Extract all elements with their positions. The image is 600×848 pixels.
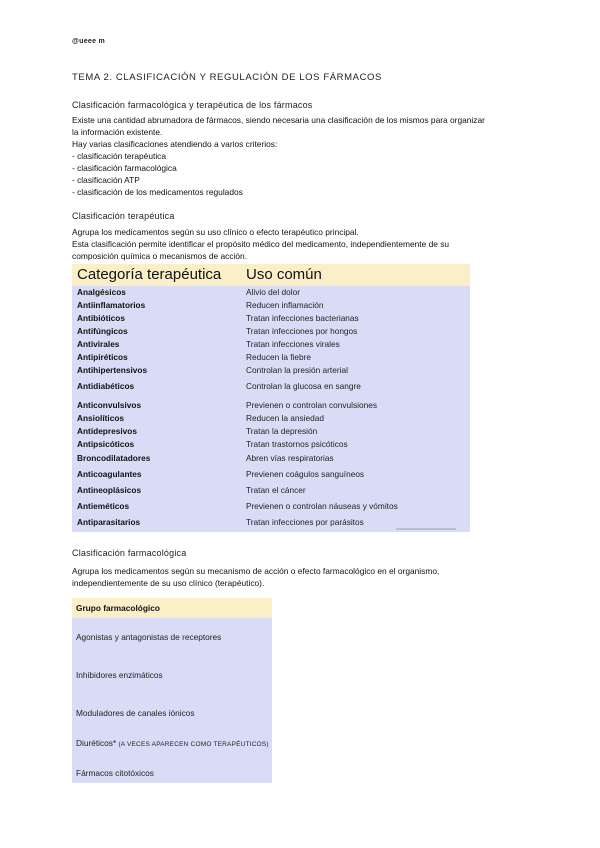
category-cell: Antipsicóticos <box>77 439 135 449</box>
use-cell: Tratan infecciones por hongos <box>246 326 358 336</box>
category-cell: Antineoplásicos <box>77 485 142 495</box>
table-row <box>72 380 470 392</box>
category-cell: Antieméticos <box>77 501 130 511</box>
table-row <box>72 438 470 450</box>
use-cell: Reducen la ansiedad <box>246 413 324 423</box>
category-cell: Antibióticos <box>77 313 125 323</box>
text-line: Esta clasificación permite identificar el propósito médico del medicamento, independientemente de su <box>72 239 450 249</box>
table-row <box>72 452 470 464</box>
list-item: - clasificación farmacológica <box>72 163 177 173</box>
row-label: Diuréticos* <box>76 738 117 748</box>
page-title: TEMA 2. CLASIFICACIÓN Y REGULACIÓN DE LOS FÁRMACOS <box>72 72 382 83</box>
text-line: Agrupa los medicamentos según su uso clínico o efecto terapéutico principal. <box>72 227 359 237</box>
use-cell: Reducen la fiebre <box>246 352 312 362</box>
use-cell: Tratan trastornos psicóticos <box>246 439 348 449</box>
use-cell: Tratan el cáncer <box>246 485 306 495</box>
text-line: Existe una cantidad abrumadora de fármacos, siendo necesaria una clasificación de los mismos para organizar <box>72 115 485 125</box>
pharmacologic-paragraph <box>72 565 532 589</box>
use-cell: Controlan la glucosa en sangre <box>246 381 361 391</box>
use-cell: Abren vías respiratorias <box>246 453 334 463</box>
column-header-use: Uso común <box>246 266 322 283</box>
brand-logo: @ueee m <box>72 38 106 45</box>
table-row <box>72 500 470 512</box>
category-cell: Antihipertensivos <box>77 365 148 375</box>
table-row: Inhibidores enzimáticos <box>76 670 163 680</box>
text-line: Hay varias clasificaciones atendiendo a varios criterios: <box>72 139 278 149</box>
table-row <box>72 286 470 298</box>
table-row <box>72 516 470 528</box>
table-header-row <box>72 598 272 618</box>
table-row <box>72 312 470 324</box>
table-row <box>72 299 470 311</box>
section-heading-pharmacologic: Clasificación farmacológica <box>72 548 187 558</box>
section-heading-therapeutic: Clasificación terapéutica <box>72 211 175 221</box>
table-header-row <box>72 264 470 286</box>
therapeutic-paragraph <box>72 226 532 262</box>
category-cell: Antidiabéticos <box>77 381 135 391</box>
category-cell: Antivirales <box>77 339 120 349</box>
table-row <box>72 399 470 411</box>
use-cell: Tratan la depresión <box>246 426 318 436</box>
list-item: - clasificación terapéutica <box>72 151 167 161</box>
column-header-category: Categoría terapéutica <box>77 266 222 283</box>
use-cell: Previenen coágulos sanguíneos <box>246 469 365 479</box>
table-row: Moduladores de canales iónicos <box>76 708 195 718</box>
table-row: Fármacos citotóxicos <box>76 768 154 778</box>
category-cell: Broncodilatadores <box>77 453 151 463</box>
table-row <box>72 351 470 363</box>
use-cell: Previenen o controlan convulsiones <box>246 400 377 410</box>
category-cell: Antidepresivos <box>77 426 137 436</box>
pharmacologic-table <box>72 598 272 783</box>
text-line: la información existente. <box>72 127 163 137</box>
category-cell: Antipiréticos <box>77 352 128 362</box>
table-row <box>72 468 470 480</box>
text-line: independientemente de su uso clínico (terapéutico). <box>72 578 265 588</box>
table-row <box>72 338 470 350</box>
category-cell: Anticoagulantes <box>77 469 142 479</box>
use-cell: Previenen o controlan náuseas y vómitos <box>246 501 398 511</box>
table-footnote-mark <box>396 528 456 530</box>
category-cell: Antifúngicos <box>77 326 128 336</box>
row-note: (A VECES APARECEN COMO TERAPÉUTICOS) <box>118 741 269 748</box>
category-cell: Anticonvulsivos <box>77 400 142 410</box>
table-row <box>72 412 470 424</box>
table-row <box>72 425 470 437</box>
table-row <box>72 484 470 496</box>
table-row: Agonistas y antagonistas de receptores <box>76 632 222 642</box>
use-cell: Tratan infecciones bacterianas <box>246 313 359 323</box>
table-row <box>76 738 269 748</box>
therapeutic-table <box>72 264 470 532</box>
category-cell: Antiparasitarios <box>77 517 141 527</box>
category-cell: Ansiolíticos <box>77 413 125 423</box>
use-cell: Reducen inflamación <box>246 300 324 310</box>
text-line: Agrupa los medicamentos según su mecanismo de acción o efecto farmacológico en el organismo, <box>72 566 440 576</box>
use-cell: Tratan infecciones por parásitos <box>246 517 364 527</box>
category-cell: Antiinflamatorios <box>77 300 146 310</box>
section-heading-classification: Clasificación farmacológica y terapéutica de los fármacos <box>72 100 313 110</box>
list-item: - clasificación ATP <box>72 175 140 185</box>
use-cell: Alivio del dolor <box>246 287 300 297</box>
section-intro-paragraph <box>72 114 532 198</box>
table-row <box>72 364 470 376</box>
category-cell: Analgésicos <box>77 287 126 297</box>
use-cell: Tratan infecciones virales <box>246 339 340 349</box>
table-row <box>72 325 470 337</box>
column-header-group: Grupo farmacológico <box>76 603 160 613</box>
list-item: - clasificación de los medicamentos regulados <box>72 187 243 197</box>
use-cell: Controlan la presión arterial <box>246 365 348 375</box>
text-line: composición química o mecanismos de acción. <box>72 251 248 261</box>
